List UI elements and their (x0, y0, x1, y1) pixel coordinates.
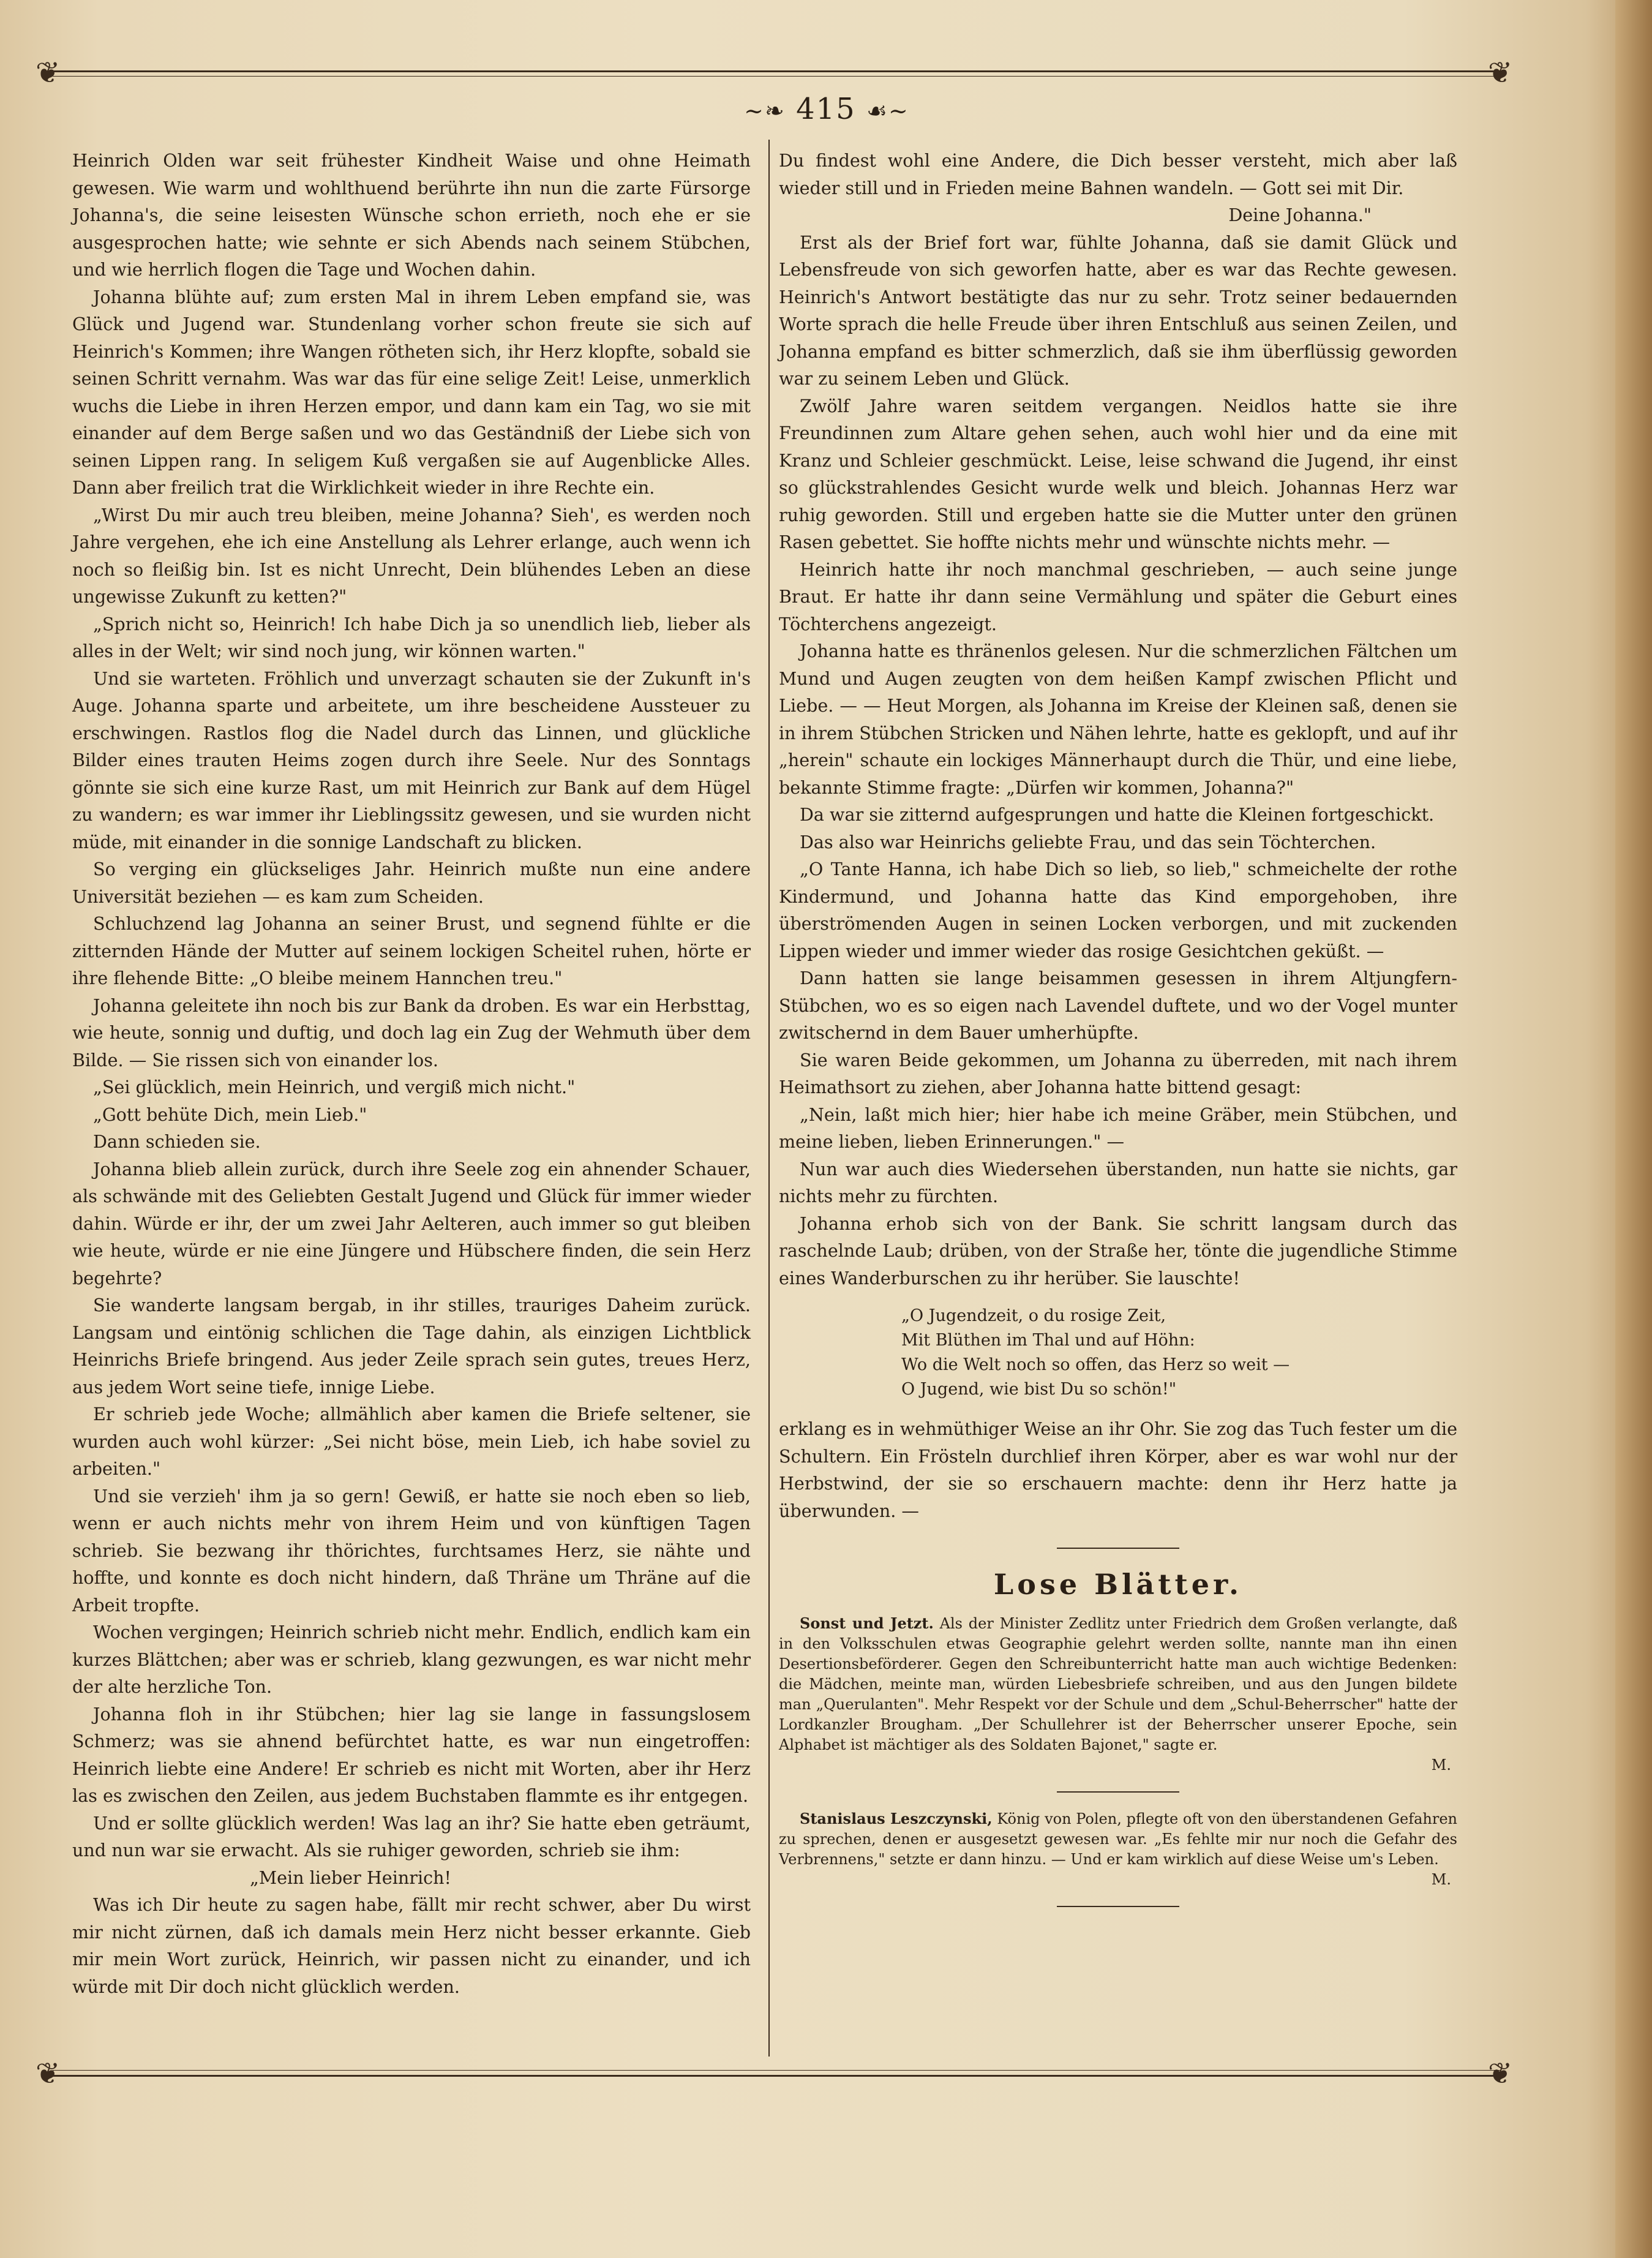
swash-left-icon: ~❧ (744, 97, 786, 124)
bottom-border-rule-thin (53, 2070, 1501, 2071)
paragraph: „Sprich nicht so, Heinrich! Ich habe Dich ja so unendlich lieb, lieber als alles in der Welt; wir sind noch jung, wir können warten." (72, 613, 751, 661)
section-divider (1057, 1548, 1179, 1549)
paragraph: „Sei glücklich, mein Heinrich, und vergiß mich nicht." (93, 1077, 576, 1097)
paragraph: „Wirst Du mir auch treu bleiben, meine Johanna? Sieh', es werden noch Jahre vergehen, ehe ich eine Anstellung als Lehrer erlange, auch wenn ich noch so fleißig bin. Ist es nicht Unrecht, Dein blühendes Leben an diese ungewisse Zukunft zu ketten?" (72, 504, 751, 607)
item-divider (1057, 1791, 1179, 1793)
paragraph: Johanna blieb allein zurück, durch ihre Seele zog ein ahnender Schauer, als schwände mit des Geliebten Gestalt Jugend und Glück für immer wieder dahin. Würde er ihr, der um zwei Jahr Aelteren, auch immer so gut bleiben wie heute, würde er nie eine Jüngere und Hübschere finden, die sein Herz begehrte? (72, 1158, 751, 1289)
poem-line: Wo die Welt noch so offen, das Herz so weit — (901, 1355, 1290, 1374)
paragraph: „Gott behüte Dich, mein Lieb." (93, 1104, 367, 1125)
corner-ornament-top-left: ❦ (36, 56, 61, 90)
paragraph: Nun war auch dies Wiedersehen überstanden, nun hatte sie nichts, gar nichts mehr zu fürchten. (779, 1158, 1457, 1206)
paragraph: Das also war Heinrichs geliebte Frau, und das sein Töchterchen. (800, 831, 1376, 852)
corner-ornament-bottom-right: ❦ (1488, 2057, 1513, 2091)
paragraph: Schluchzend lag Johanna an seiner Brust, und segnend fühlte er die zitternden Hände der Mutter auf seinem lockigen Scheitel ruhen, hörte er ihre flehende Bitte: „O bleibe meinem Hannchen treu." (72, 913, 751, 988)
item-text: König von Polen, pflegte oft von den überstandenen Gefahren zu sprechen, denen er ausgesetzt gewesen war. „Es fehlte mir nur noch die Gefahr des Verbrennens," setzte er dann hinzu. — Und er kam wirklich auf diese Weise um's Leben. (779, 1810, 1457, 1868)
swash-right-icon: ☙~ (866, 97, 909, 124)
item-text: Als der Minister Zedlitz unter Friedrich dem Großen verlangte, daß in den Volksschulen etwas Geographie gelehrt werden sollte, nannte man ihn einen Desertionsbeförderer. Gegen den Schreibunterricht hatte man auch wichtige Bedenken: die Mädchen, meinte man, würden Liebesbriefe schreiben, und aus den Jungen bildete man „Querulanten". Mehr Respekt vor der Schule und dem „Schul-Beherrscher" hatte der Lordkanzler Brougham. „Der Schullehrer ist der Beherrscher unserer Epoche, sein Alphabet ist mächtiger als des Soldaten Bajonet," sagte er. (779, 1614, 1457, 1753)
paragraph: So verging ein glückseliges Jahr. Heinrich mußte nun eine andere Universität beziehen — es kam zum Scheiden. (72, 859, 751, 907)
paragraph: Heinrich hatte ihr noch manchmal geschrieben, — auch seine junge Braut. Er hatte ihr dann seine Vermählung und später die Geburt eines Töchterchens angezeigt. (779, 559, 1457, 634)
paragraph: Heinrich Olden war seit frühester Kindheit Waise und ohne Heimath gewesen. Wie warm und wohlthuend berührte ihn nun die zarte Fürsorge Johanna's, die seine leisesten Wünsche schon errieth, noch ehe er sie ausgesprochen hatte; wie sehnte er sich Abends nach seinem Stübchen, und wie herrlich flogen die Tage und Wochen dahin. (72, 150, 751, 280)
letter-salutation: „Mein lieber Heinrich! (250, 1867, 452, 1888)
paragraph: erklang es in wehmüthiger Weise an ihr Ohr. Sie zog das Tuch fester um die Schultern. Ein Frösteln durchlief ihren Körper, aber es war wohl nur der Herbstwind, der sie so erschauern machte: denn ihr Herz hatte ja überwunden. — (779, 1418, 1457, 1521)
poem-line: Mit Blüthen im Thal und auf Höhn: (901, 1331, 1195, 1350)
page-number-text: 415 (796, 92, 856, 126)
paragraph: Zwölf Jahre waren seitdem vergangen. Neidlos hatte sie ihre Freundinnen zum Altare gehen sehen, auch wohl hier und da eine mit Kranz und Schleier geschmückt. Leise, leise schwand die Jugend, ihr einst so glückstrahlendes Gesicht wurde welk und bleich. Johannas Herz war ruhig geworden. Still und ergeben hatte sie die Mutter unter den grünen Rasen gebettet. Sie hoffte nichts mehr und wünschte nichts mehr. — (779, 395, 1457, 552)
paragraph: Dann hatten sie lange beisammen gesessen in ihrem Altjungfern-Stübchen, wo es so eigen nach Lavendel duftete, und wo der Vogel munter zwitschernd in dem Bauer umherhüpfte. (779, 968, 1457, 1043)
item-lead: Stanislaus Leszczynski, (800, 1809, 993, 1827)
paragraph: Johanna geleitete ihn noch bis zur Bank da droben. Es war ein Herbsttag, wie heute, sonnig und duftig, und doch lag ein Zug der Wehmuth über dem Bilde. — Sie rissen sich von einander los. (72, 995, 751, 1071)
author-mark: M. (1431, 1756, 1451, 1774)
paragraph: Und er sollte glücklich werden! Was lag an ihr? Sie hatte eben geträumt, und nun war sie erwacht. Als sie ruhiger geworden, schrieb sie ihm: (72, 1812, 751, 1861)
page-number (698, 92, 955, 126)
poem (901, 1304, 1457, 1402)
miscellany-item (779, 1613, 1457, 1775)
column-divider (768, 140, 770, 2057)
paragraph: Johanna blühte auf; zum ersten Mal in ihrem Leben empfand sie, was Glück und Jugend war. Stundenlang vorher schon freute sie sich auf Heinrich's Kommen; ihre Wangen rötheten sich, ihr Herz klopfte, sobald sie seinen Schritt vernahm. Was war das für eine selige Zeit! Leise, unmerklich wuchs die Liebe in ihren Herzen empor, und dann kam ein Tag, wo sie mit einander auf dem Berge saßen und wo das Geständniß der Liebe sich von seinen Lippen rang. In seligem Kuß vergaßen sie auf Augenblicke Alles. Dann aber freilich trat die Wirklichkeit wieder in ihre Rechte ein. (72, 286, 751, 498)
top-border-rule-thin (53, 76, 1501, 77)
paragraph: Und sie warteten. Fröhlich und unverzagt schauten sie der Zukunft in's Auge. Johanna sparte und arbeitete, um ihre bescheidene Aussteuer zu erschwingen. Rastlos flog die Nadel durch das Linnen, und glückliche Bilder eines trauten Heims zogen durch ihre Seele. Nur des Sonntags gönnte sie sich eine kurze Rast, um mit Heinrich zur Bank auf dem Hügel zu wandern; es war immer ihr Lieblingssitz gewesen, und sie wurden nicht müde, mit einander in die sonnige Landschaft zu blicken. (72, 668, 751, 852)
poem-line: O Jugend, wie bist Du so schön!" (901, 1380, 1177, 1399)
corner-ornament-bottom-left: ❦ (36, 2057, 61, 2091)
section-heading: Lose Blätter. (993, 1568, 1243, 1601)
item-lead: Sonst und Jetzt. (800, 1614, 934, 1632)
paragraph: Dann schieden sie. (93, 1131, 261, 1152)
paragraph: Und sie verzieh' ihm ja so gern! Gewiß, er hatte sie noch eben so lieb, wenn er auch nichts mehr von ihrem Heim und von künftigen Tagen schrieb. Sie bezwang ihr thörichtes, furchtsames Herz, sie nähte und hoffte, und konnte es doch nicht hindern, daß Thräne um Thräne auf die Arbeit tropfte. (72, 1485, 751, 1616)
paragraph: Johanna erhob sich von der Bank. Sie schritt langsam durch das raschelnde Laub; drüben, von der Straße her, tönte die jugendliche Stimme eines Wanderburschen zu ihr herüber. Sie lauschte! (779, 1213, 1457, 1289)
author-mark: M. (1431, 1870, 1451, 1888)
paragraph: Sie waren Beide gekommen, um Johanna zu überreden, mit nach ihrem Heimathsort zu ziehen, aber Johanna hatte bittend gesagt: (779, 1049, 1457, 1097)
end-divider (1057, 1906, 1179, 1907)
miscellany-item (779, 1808, 1457, 1890)
paragraph: Sie wanderte langsam bergab, in ihr stilles, trauriges Daheim zurück. Langsam und eintönig schlichen die Tage dahin, als einzigen Lichtblick Heinrichs Briefe bringend. Aus jeder Zeile sprach sein gutes, treues Herz, aus jedem Wort seine tiefe, innige Liebe. (72, 1295, 751, 1398)
corner-ornament-top-right: ❦ (1488, 56, 1513, 90)
paragraph: Wochen vergingen; Heinrich schrieb nicht mehr. Endlich, endlich kam ein kurzes Blättchen; aber was er schrieb, klang gezwungen, es war nicht mehr der alte herzliche Ton. (72, 1622, 751, 1697)
paragraph: Er schrieb jede Woche; allmählich aber kamen die Briefe seltener, sie wurden auch wohl kürzer: „Sei nicht böse, mein Lieb, ich habe soviel zu arbeiten." (72, 1404, 751, 1479)
paragraph: Johanna hatte es thränenlos gelesen. Nur die schmerzlichen Fältchen um Mund und Augen zeugten von dem heißen Kampf zwischen Pflicht und Liebe. — — Heut Morgen, als Johanna im Kreise der Kleinen saß, denen sie in ihrem Stübchen Stricken und Nähen lehrte, hatte es geklopft, und auf ihr „herein" schaute ein lockiges Männerhaupt durch die Thür, und eine liebe, bekannte Stimme fragte: „Dürfen wir kommen, Johanna?" (779, 641, 1457, 798)
paragraph: „Nein, laßt mich hier; hier habe ich meine Gräber, mein Stübchen, und meine lieben, lieben Erinnerungen." — (779, 1104, 1457, 1152)
paragraph: Du findest wohl eine Andere, die Dich besser versteht, mich aber laß wieder still und in Frieden meine Bahnen wandeln. — Gott sei mit Dir. (779, 150, 1457, 198)
top-border-rule (53, 70, 1501, 72)
right-column (779, 147, 1457, 1907)
letter-signature: Deine Johanna." (1228, 205, 1372, 225)
bottom-border-rule (53, 2075, 1501, 2077)
paragraph: Erst als der Brief fort war, fühlte Johanna, daß sie damit Glück und Lebensfreude von sich geworfen hatte, aber es war das Rechte gewesen. Heinrich's Antwort bestätigte das nur zu sehr. Trotz seiner bedauernden Worte sprach die helle Freude über ihren Entschluß aus seinen Zeilen, und Johanna empfand es bitter schmerzlich, daß sie ihm überflüssig geworden war zu seinem Leben und Glück. (779, 231, 1457, 389)
paragraph: Was ich Dir heute zu sagen habe, fällt mir recht schwer, aber Du wirst mir nicht zürnen, daß ich damals mein Herz nicht besser erkannte. Gieb mir mein Wort zurück, Heinrich, wir passen nicht zu einander, und ich würde mit Dir doch nicht glücklich werden. (72, 1894, 751, 1997)
paragraph: Johanna floh in ihr Stübchen; hier lag sie lange in fassungslosem Schmerz; was sie ahnend befürchtet hatte, es war nun eingetroffen: Heinrich liebte eine Andere! Er schrieb es nicht mit Worten, aber ihr Herz las es zwischen den Zeilen, aus jedem Buchstaben flammte es ihr entgegen. (72, 1703, 751, 1806)
left-column (72, 147, 751, 2000)
paragraph: „O Tante Hanna, ich habe Dich so lieb, so lieb," schmeichelte der rothe Kindermund, und Johanna hatte das Kind emporgehoben, ihre überströmenden Augen in seinen Locken verborgen, und mit zuckenden Lippen wieder und immer wieder das rosige Gesichtchen geküßt. — (779, 859, 1457, 962)
poem-line: „O Jugendzeit, o du rosige Zeit, (901, 1306, 1166, 1325)
page-edge (1615, 0, 1652, 2258)
paragraph: Da war sie zitternd aufgesprungen und hatte die Kleinen fortgeschickt. (800, 804, 1435, 825)
